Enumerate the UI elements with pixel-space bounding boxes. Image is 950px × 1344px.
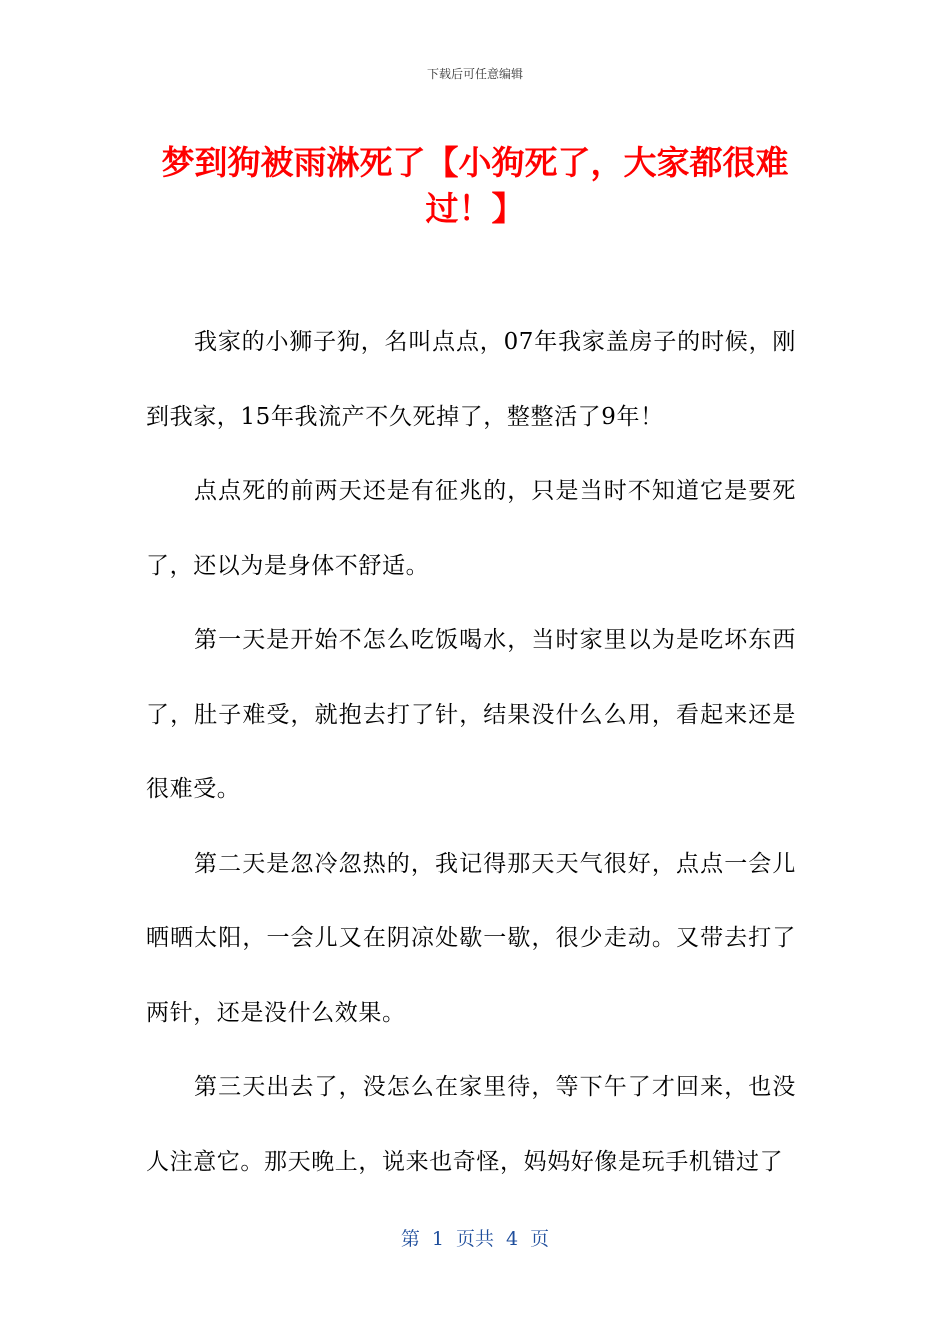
footer-middle: 页共 (455, 1228, 494, 1250)
page-header: 下载后可任意编辑 (426, 67, 523, 81)
paragraph-1: 我家的小狮子狗，名叫点点，07年我家盖房子的时候，刚到我家，15年我流产不久死掉了，整整活了9年！ (146, 329, 796, 430)
page-footer (0, 1226, 950, 1252)
footer-suffix: 页 (530, 1228, 550, 1250)
paragraph-4: 第二天是忽冷忽热的，我记得那天天气很好，点点一会儿晒晒太阳，一会儿又在阴凉处歇一歇，很少走动。又带去打了两针，还是没什么效果。 (146, 850, 796, 1026)
document-body (146, 305, 796, 1199)
footer-prefix: 第 (400, 1228, 420, 1250)
footer-current-page: 1 (431, 1228, 444, 1250)
paragraph-2: 点点死的前两天还是有征兆的，只是当时不知道它是要死了，还以为是身体不舒适。 (146, 478, 796, 579)
footer-total-pages: 4 (506, 1228, 519, 1250)
document-title: 梦到狗被雨淋死了【小狗死了，大家都很难过！】 (161, 143, 789, 228)
paragraph-5: 第三天出去了，没怎么在家里待，等下午了才回来，也没人注意它。那天晚上，说来也奇怪，妈妈好像是玩手机错过了 (146, 1074, 796, 1175)
paragraph-3: 第一天是开始不怎么吃饭喝水，当时家里以为是吃坏东西了，肚子难受，就抱去打了针，结果没什么么用，看起来还是很难受。 (146, 627, 796, 802)
